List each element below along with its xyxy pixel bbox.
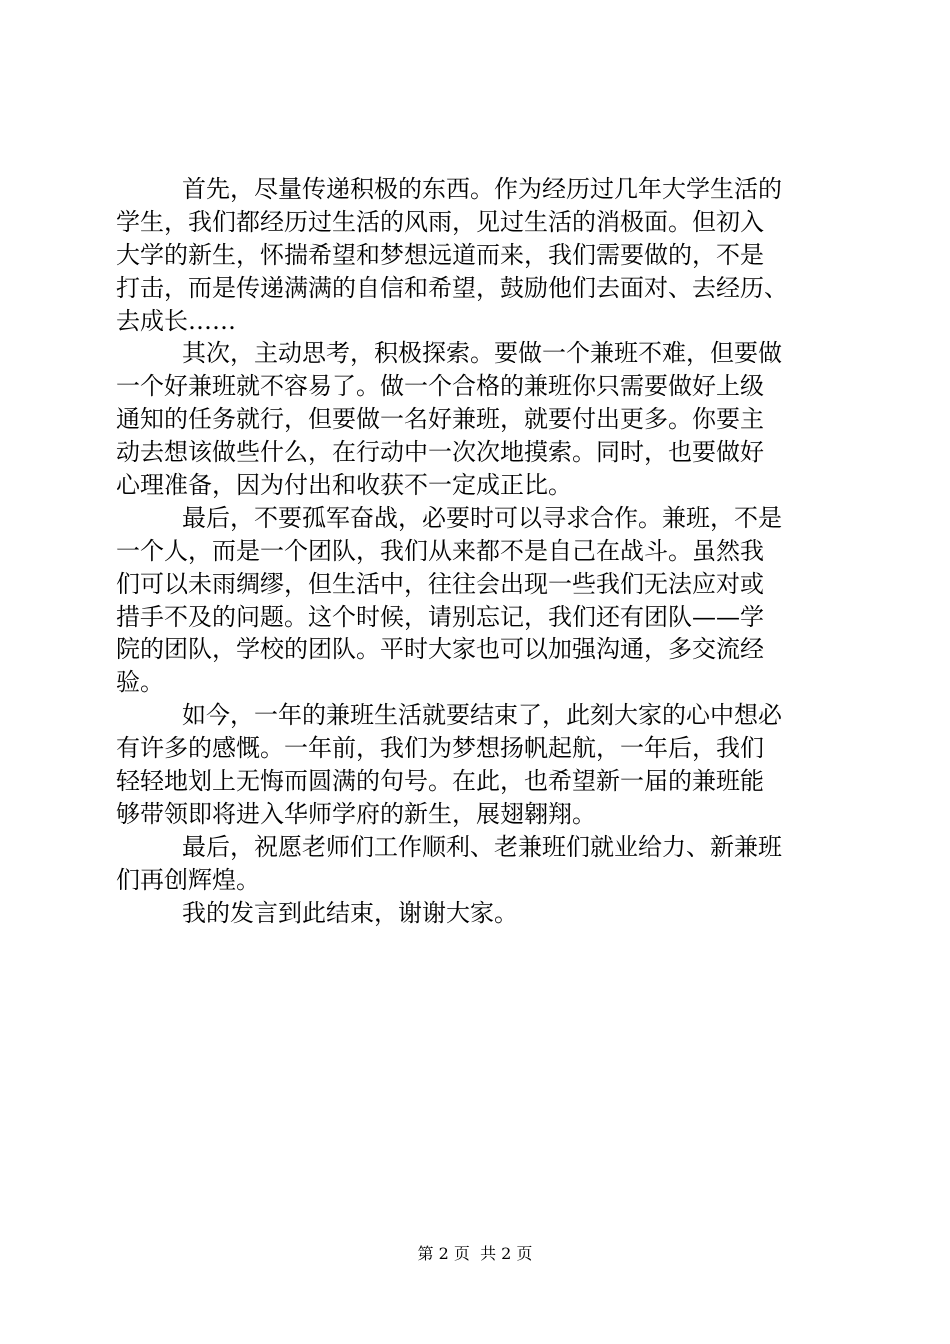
paragraph-2-line-3: 通知的任务就行，但要做一名好兼班，就要付出更多。你要主 — [116, 405, 764, 434]
paragraph-4-line-4: 够带领即将进入华师学府的新生，展翅翱翔。 — [116, 799, 596, 828]
paragraph-4-line-1: 如今，一年的兼班生活就要结束了，此刻大家的心中想必 — [182, 701, 782, 730]
paragraph-3-line-4: 措手不及的问题。这个时候，请别忘记，我们还有团队——学 — [116, 602, 764, 631]
paragraph-4-line-3: 轻轻地划上无悔而圆满的句号。在此，也希望新一届的兼班能 — [116, 767, 764, 796]
document-body — [116, 173, 838, 929]
paragraph-1-line-1: 首先，尽量传递积极的东西。作为经历过几年大学生活的 — [182, 175, 782, 203]
paragraph-3-line-1: 最后，不要孤军奋战，必要时可以寻求合作。兼班，不是 — [182, 503, 782, 532]
paragraph-1-line-4: 打击，而是传递满满的自信和希望，鼓励他们去面对、去经历、 — [116, 273, 788, 302]
paragraph-3-line-5: 院的团队，学校的团队。平时大家也可以加强沟通，多交流经 — [116, 635, 764, 664]
paragraph-2-line-2: 一个好兼班就不容易了。做一个合格的兼班你只需要做好上级 — [116, 372, 764, 401]
paragraph-1-line-2: 学生，我们都经历过生活的风雨，见过生活的消极面。但初入 — [116, 207, 764, 236]
paragraph-5-line-2: 们再创辉煌。 — [116, 865, 260, 894]
page-footer: 第 2 页 共 2 页 — [417, 1244, 533, 1263]
paragraph-5-line-1: 最后，祝愿老师们工作顺利、老兼班们就业给力、新兼班 — [182, 832, 782, 861]
paragraph-2-line-5: 心理准备，因为付出和收获不一定成正比。 — [116, 471, 572, 500]
paragraph-4-line-2: 有许多的感慨。一年前，我们为梦想扬帆起航，一年后，我们 — [116, 734, 764, 763]
paragraph-1-line-5: 去成长…… — [116, 306, 236, 335]
paragraph-2-line-4: 动去想该做些什么，在行动中一次次地摸索。同时，也要做好 — [116, 438, 764, 467]
paragraph-6-line-1: 我的发言到此结束，谢谢大家。 — [182, 898, 518, 927]
paragraph-3-line-3: 们可以未雨绸缪，但生活中，往往会出现一些我们无法应对或 — [116, 569, 764, 598]
paragraph-1-line-3: 大学的新生，怀揣希望和梦想远道而来，我们需要做的，不是 — [116, 240, 764, 269]
paragraph-3-line-6: 验。 — [116, 668, 164, 697]
paragraph-3-line-2: 一个人，而是一个团队，我们从来都不是自己在战斗。虽然我 — [116, 536, 764, 565]
paragraph-2-line-1: 其次，主动思考，积极探索。要做一个兼班不难，但要做 — [182, 339, 782, 368]
